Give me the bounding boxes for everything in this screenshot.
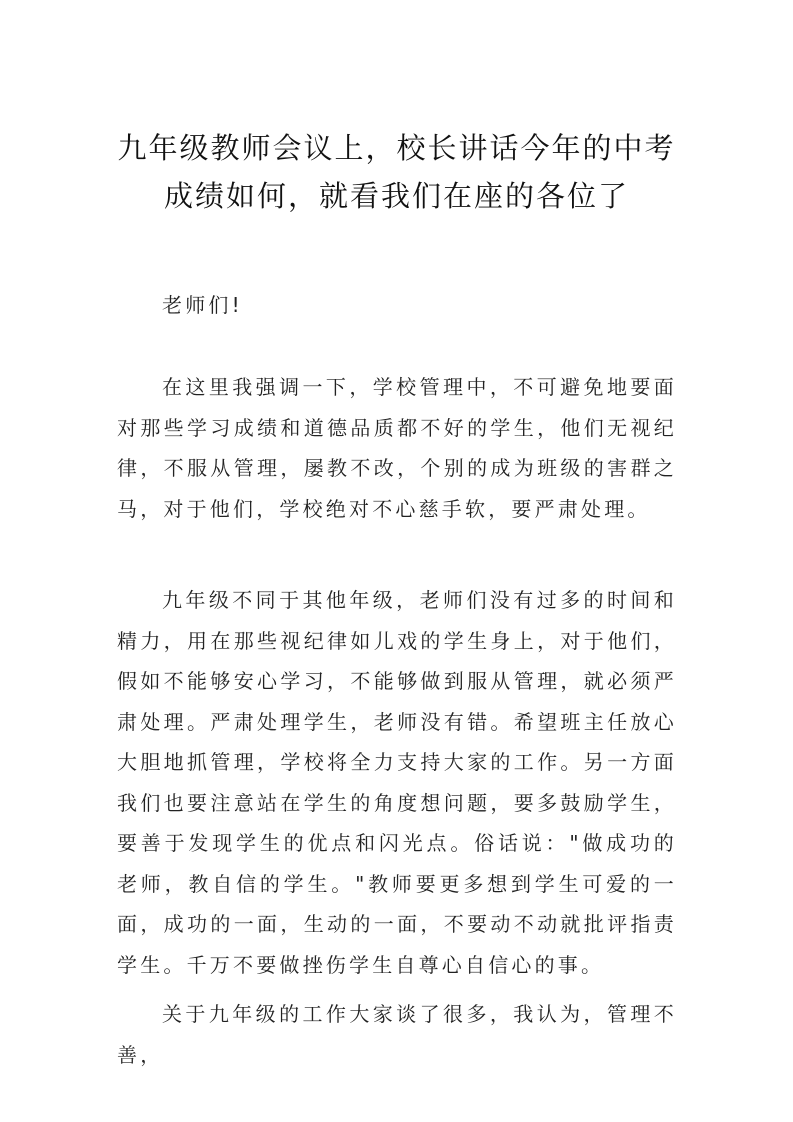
paragraph-1: 在这里我强调一下，学校管理中，不可避免地要面对那些学习成绩和道德品质都不好的学生，他们无视纪律，不服从管理，屡教不改，个别的成为班级的害群之马，对于他们，学校绝对不心慈手软，要严肃处理。 <box>117 375 677 521</box>
greeting-line: 老师们! <box>162 293 243 317</box>
paragraph-3: 关于九年级的工作大家谈了很多，我认为，管理不善， <box>117 1002 677 1067</box>
paragraph-2: 九年级不同于其他年级，老师们没有过多的时间和精力，用在那些视纪律如儿戏的学生身上，对于他们，假如不能够安心学习，不能够做到服从管理，就必须严肃处理。严肃处理学生，老师没有错。希望班主任放心大胆地抓管理，学校将全力支持大家的工作。另一方面我们也要注意站在学生的角度想问题，要多鼓励学生，要善于发现学生的优点和闪光点。俗话说："做成功的老师，教自信的学生。"教师要更多想到学生可爱的一面，成功的一面，生动的一面，不要动不动就批评指责学生。千万不要做挫伤学生自尊心自信心的事。 <box>117 588 677 977</box>
document-title: 九年级教师会议上，校长讲话今年的中考成绩如何，就看我们在座的各位了 <box>117 131 676 213</box>
